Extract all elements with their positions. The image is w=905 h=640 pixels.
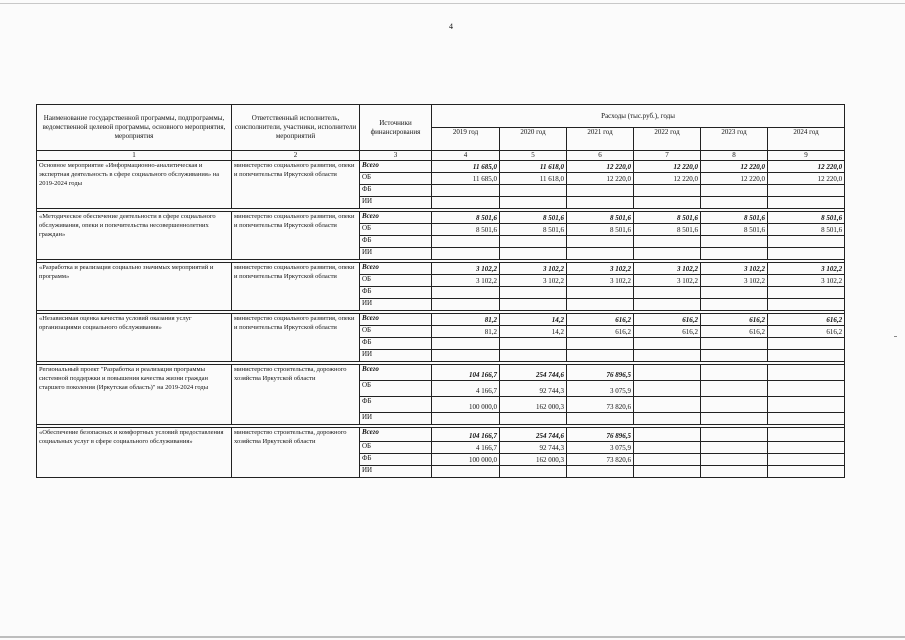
expense-value: 3 102,2	[567, 263, 634, 275]
expense-value	[768, 248, 845, 260]
header-year: 2020 год	[500, 128, 567, 151]
expense-value: 3 102,2	[500, 263, 567, 275]
expense-value	[567, 287, 634, 299]
expense-value: 76 896,5	[567, 428, 634, 442]
expense-value	[701, 454, 768, 466]
expense-value: 11 685,0	[432, 161, 500, 173]
expense-value: 8 501,6	[768, 224, 845, 236]
expense-value	[432, 466, 500, 478]
expense-value	[768, 442, 845, 454]
budget-table	[36, 104, 845, 478]
funding-source: Всего	[360, 263, 432, 275]
expense-value	[701, 338, 768, 350]
expense-value	[432, 197, 500, 209]
expense-value	[567, 185, 634, 197]
expense-value: 8 501,6	[701, 224, 768, 236]
scan-mark	[894, 336, 897, 337]
expense-value	[701, 442, 768, 454]
expense-value: 8 501,6	[768, 212, 845, 224]
expense-value: 100 000,0	[432, 397, 500, 413]
expense-value	[768, 338, 845, 350]
expense-value: 12 220,0	[701, 173, 768, 185]
expense-value	[500, 287, 567, 299]
expense-value	[634, 381, 701, 397]
header-year: 2024 год	[768, 128, 845, 151]
expense-value: 616,2	[701, 326, 768, 338]
expense-value: 104 166,7	[432, 365, 500, 381]
expense-value	[432, 338, 500, 350]
funding-source: ОБ	[360, 381, 432, 397]
expense-value	[634, 350, 701, 362]
column-number: 5	[500, 151, 567, 161]
expense-value: 4 166,7	[432, 381, 500, 397]
measure-name: Региональный проект "Разработка и реализация программы системной поддержки и повышения качества жизни граждан старшего поколения (Иркутская область)" на 2019-2024 годы	[37, 365, 232, 425]
expense-value	[500, 185, 567, 197]
expense-value: 12 220,0	[768, 161, 845, 173]
funding-source: ОБ	[360, 224, 432, 236]
expense-value: 92 744,3	[500, 442, 567, 454]
expense-value: 616,2	[701, 314, 768, 326]
header-year: 2019 год	[432, 128, 500, 151]
expense-value	[768, 287, 845, 299]
measure-name: Основное мероприятие «Информационно-аналитическая и экспертная деятельность в сфере социального обслуживания» на 2019-2024 годы	[37, 161, 232, 209]
executor-name: министерство строительства, дорожного хозяйства Иркутской области	[232, 365, 360, 425]
expense-value: 11 618,0	[500, 161, 567, 173]
expense-value	[634, 185, 701, 197]
column-number: 4	[432, 151, 500, 161]
expense-value	[500, 299, 567, 311]
expense-value	[500, 236, 567, 248]
expense-value	[432, 185, 500, 197]
expense-value	[634, 454, 701, 466]
executor-name: министерство социального развития, опеки и попечительства Иркутской области	[232, 212, 360, 260]
expense-value: 14,2	[500, 326, 567, 338]
expense-value	[701, 466, 768, 478]
funding-source: ФБ	[360, 454, 432, 466]
expense-value	[634, 428, 701, 442]
expense-value	[768, 397, 845, 413]
expense-value: 12 220,0	[567, 173, 634, 185]
expense-value	[567, 197, 634, 209]
header-year: 2022 год	[634, 128, 701, 151]
expense-value: 81,2	[432, 326, 500, 338]
expense-value: 12 220,0	[634, 161, 701, 173]
expense-value: 8 501,6	[500, 212, 567, 224]
header-year: 2023 год	[701, 128, 768, 151]
executor-name: министерство социального развития, опеки и попечительства Иркутской области	[232, 263, 360, 311]
expense-value: 3 075,9	[567, 381, 634, 397]
expense-value: 11 618,0	[500, 173, 567, 185]
expense-value	[634, 287, 701, 299]
funding-source: ФБ	[360, 185, 432, 197]
expense-value: 8 501,6	[634, 212, 701, 224]
expense-value	[432, 287, 500, 299]
funding-source: Всего	[360, 428, 432, 442]
expense-value	[768, 299, 845, 311]
header-name: Наименование государственной программы, подпрограммы, ведомственной целевой программы, основного мероприятия, мероприятия	[37, 105, 232, 151]
column-number: 6	[567, 151, 634, 161]
expense-value: 8 501,6	[567, 224, 634, 236]
expense-value	[432, 236, 500, 248]
expense-value: 616,2	[768, 326, 845, 338]
expense-value: 3 102,2	[500, 275, 567, 287]
expense-value	[634, 397, 701, 413]
column-number: 3	[360, 151, 432, 161]
funding-source: ИИ	[360, 197, 432, 209]
expense-value	[567, 236, 634, 248]
expense-value: 8 501,6	[432, 212, 500, 224]
expense-value: 12 220,0	[768, 173, 845, 185]
expense-value: 3 102,2	[701, 275, 768, 287]
expense-value: 8 501,6	[500, 224, 567, 236]
expense-value	[432, 248, 500, 260]
expense-value	[500, 197, 567, 209]
expense-value	[701, 248, 768, 260]
expense-value	[634, 236, 701, 248]
expense-value	[500, 413, 567, 425]
table-row	[37, 161, 845, 173]
header-executor: Ответственный исполнитель, соисполнители, участники, исполнители мероприятий	[232, 105, 360, 151]
measure-name: «Разработка и реализация социально значимых мероприятий и программ»	[37, 263, 232, 311]
scan-bottom-edge	[0, 636, 905, 638]
expense-value	[634, 248, 701, 260]
expense-value	[701, 299, 768, 311]
expense-value	[701, 185, 768, 197]
page-number: 4	[449, 22, 453, 31]
funding-source: ФБ	[360, 287, 432, 299]
expense-value: 254 744,6	[500, 365, 567, 381]
expense-value: 12 220,0	[567, 161, 634, 173]
expense-value	[634, 413, 701, 425]
scan-top-edge	[0, 3, 905, 4]
expense-value: 3 102,2	[634, 275, 701, 287]
expense-value	[634, 338, 701, 350]
expense-value: 3 102,2	[432, 263, 500, 275]
expense-value	[567, 338, 634, 350]
header-expenses: Расходы (тыс.руб.), годы	[432, 105, 845, 128]
expense-value: 3 102,2	[567, 275, 634, 287]
expense-value	[768, 365, 845, 381]
funding-source: ИИ	[360, 413, 432, 425]
funding-source: Всего	[360, 314, 432, 326]
expense-value: 616,2	[634, 326, 701, 338]
expense-value: 162 000,3	[500, 397, 567, 413]
funding-source: ФБ	[360, 338, 432, 350]
column-number: 2	[232, 151, 360, 161]
expense-value: 254 744,6	[500, 428, 567, 442]
expense-value	[768, 454, 845, 466]
header-row	[37, 105, 845, 128]
expense-value: 100 000,0	[432, 454, 500, 466]
expense-value: 3 102,2	[701, 263, 768, 275]
expense-value: 92 744,3	[500, 381, 567, 397]
expense-value	[634, 442, 701, 454]
funding-source: ИИ	[360, 299, 432, 311]
column-number: 7	[634, 151, 701, 161]
funding-source: ФБ	[360, 236, 432, 248]
table-row	[37, 428, 845, 442]
measure-name: «Независимая оценка качества условий оказания услуг организациями социального обслуживания»	[37, 314, 232, 362]
executor-name: министерство строительства, дорожного хозяйства Иркутской области	[232, 428, 360, 478]
expense-value: 12 220,0	[701, 161, 768, 173]
expense-value: 73 820,6	[567, 454, 634, 466]
expense-value	[701, 397, 768, 413]
funding-source: ОБ	[360, 173, 432, 185]
expense-value	[634, 466, 701, 478]
expense-value: 14,2	[500, 314, 567, 326]
expense-value	[500, 350, 567, 362]
expense-value	[432, 299, 500, 311]
table-row	[37, 212, 845, 224]
funding-source: ИИ	[360, 248, 432, 260]
expense-value	[768, 466, 845, 478]
expense-value	[768, 185, 845, 197]
expense-value	[500, 248, 567, 260]
expense-value	[768, 350, 845, 362]
expense-value: 73 820,6	[567, 397, 634, 413]
expense-value: 11 685,0	[432, 173, 500, 185]
executor-name: министерство социального развития, опеки и попечительства Иркутской области	[232, 161, 360, 209]
expense-value: 8 501,6	[701, 212, 768, 224]
table-row	[37, 263, 845, 275]
expense-value: 616,2	[567, 314, 634, 326]
header-year: 2021 год	[567, 128, 634, 151]
column-number: 1	[37, 151, 232, 161]
header-sources: Источники финансирования	[360, 105, 432, 151]
expense-value: 81,2	[432, 314, 500, 326]
expense-value: 616,2	[634, 314, 701, 326]
expense-value	[500, 466, 567, 478]
funding-source: ФБ	[360, 397, 432, 413]
expense-value	[701, 413, 768, 425]
expense-value	[567, 248, 634, 260]
column-number-row	[37, 151, 845, 161]
expense-value	[768, 197, 845, 209]
expense-value	[500, 338, 567, 350]
executor-name: министерство социального развития, опеки и попечительства Иркутской области	[232, 314, 360, 362]
expense-value: 616,2	[768, 314, 845, 326]
expense-value: 76 896,5	[567, 365, 634, 381]
expense-value	[567, 350, 634, 362]
funding-source: Всего	[360, 161, 432, 173]
expense-value	[567, 413, 634, 425]
expense-value	[634, 299, 701, 311]
funding-source: Всего	[360, 365, 432, 381]
expense-value: 616,2	[567, 326, 634, 338]
expense-value	[701, 197, 768, 209]
expense-value	[701, 365, 768, 381]
measure-name: «Методическое обеспечение деятельности в сфере социального обслуживания, опеки и попечительства несовершеннолетних граждан»	[37, 212, 232, 260]
expense-value: 8 501,6	[567, 212, 634, 224]
expense-value: 3 102,2	[768, 263, 845, 275]
expense-value: 8 501,6	[432, 224, 500, 236]
expense-value	[634, 365, 701, 381]
expense-value	[701, 236, 768, 248]
expense-value: 3 102,2	[768, 275, 845, 287]
expense-value	[768, 428, 845, 442]
expense-value: 4 166,7	[432, 442, 500, 454]
expense-value	[432, 350, 500, 362]
column-number: 9	[768, 151, 845, 161]
expense-value	[432, 413, 500, 425]
expense-value: 104 166,7	[432, 428, 500, 442]
expense-value	[768, 413, 845, 425]
expense-value: 3 102,2	[634, 263, 701, 275]
funding-source: ОБ	[360, 275, 432, 287]
expense-value: 162 000,3	[500, 454, 567, 466]
expense-value	[768, 236, 845, 248]
measure-name: «Обеспечение безопасных и комфортных условий предоставления социальных услуг в сфере социального обслуживания»	[37, 428, 232, 478]
expense-value: 12 220,0	[634, 173, 701, 185]
expense-value: 3 102,2	[432, 275, 500, 287]
expense-value	[634, 197, 701, 209]
expense-value	[768, 381, 845, 397]
funding-source: ИИ	[360, 350, 432, 362]
expense-value	[567, 466, 634, 478]
expense-value	[701, 350, 768, 362]
expense-value	[701, 287, 768, 299]
expense-value	[701, 381, 768, 397]
table-row	[37, 365, 845, 381]
column-number: 8	[701, 151, 768, 161]
funding-source: ОБ	[360, 442, 432, 454]
expense-value	[701, 428, 768, 442]
expense-value: 3 075,9	[567, 442, 634, 454]
expense-value: 8 501,6	[634, 224, 701, 236]
funding-source: ИИ	[360, 466, 432, 478]
table-row	[37, 314, 845, 326]
funding-source: ОБ	[360, 326, 432, 338]
funding-source: Всего	[360, 212, 432, 224]
table-body	[37, 161, 845, 478]
expense-value	[567, 299, 634, 311]
